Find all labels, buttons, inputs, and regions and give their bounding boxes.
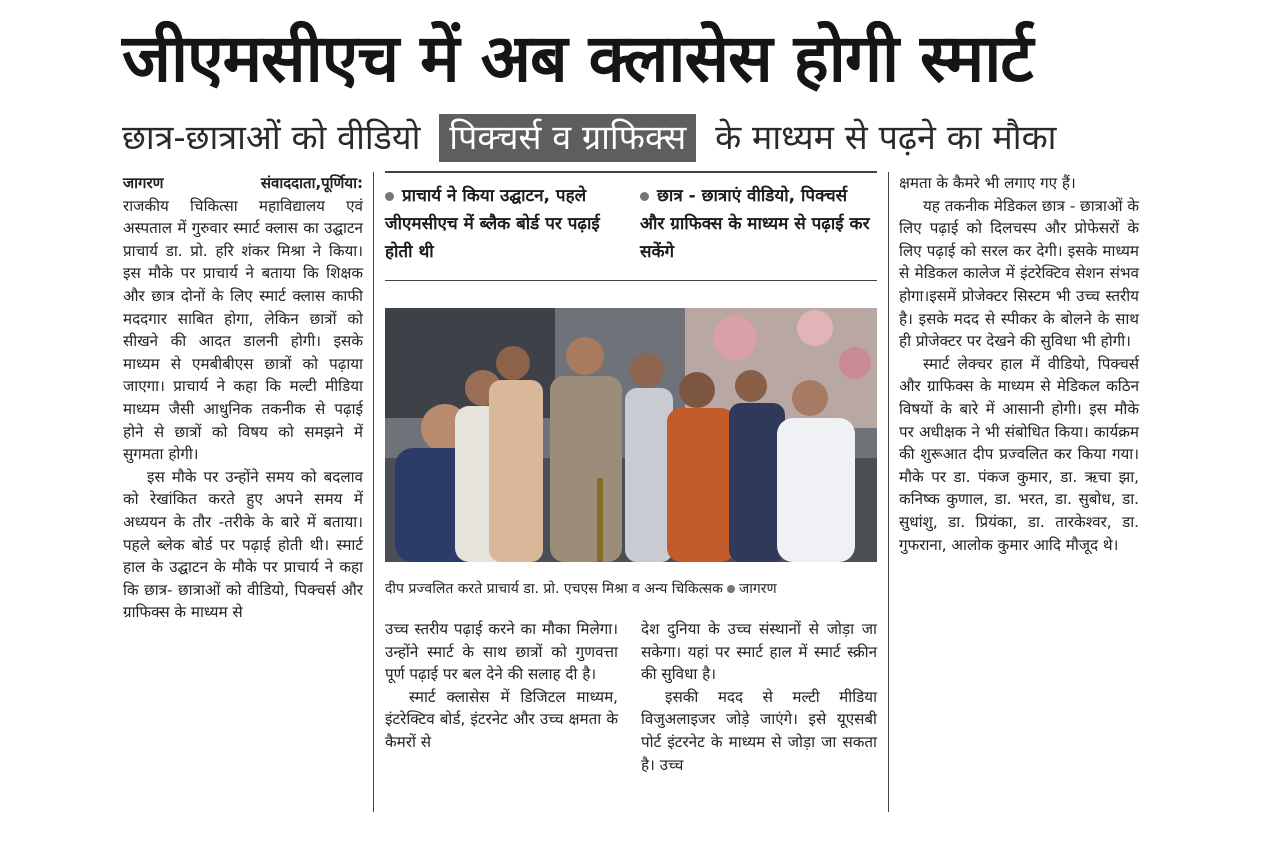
column-2-paragraph-1: उच्च स्तरीय पढ़ाई करने का मौका मिलेगा।उन्होंने स्मार्ट के साथ छात्रों को गुणवत्ता पूर्ण पढ़ाई पर बल देने की सलाह दी है। <box>385 620 618 684</box>
highlight-2-text: छात्र - छात्राएं वीडियो, पिक्चर्स और ग्राफिक्स के माध्यम से पढ़ाई कर सकेंगे <box>640 186 870 262</box>
subheadline-before: छात्र-छात्राओं को वीडियो <box>122 118 421 158</box>
caption-credit: जागरण <box>738 581 777 597</box>
subheadline-after: के माध्यम से पढ़ने का मौका <box>715 118 1057 158</box>
highlights-bottom-rule <box>385 280 877 281</box>
column-1-paragraph-1: राजकीय चिकित्सा महाविद्यालय एवं अस्पताल में गुरुवार स्मार्ट क्लास का उद्घाटन प्राचार्य डा. प्रो. हरि शंकर मिश्रा ने किया। इस मौके पर प्राचार्य ने बताया कि शिक्षक और छात्र दोनों के लिए स्मार्ट क्लास काफी मददगार साबित होगा, लेकिन छात्रों को सीखने की आदत डालनी होगी। इसके माध्यम से एमबीबीएस छात्रों को पढ़ाया जाएगा। प्राचार्य ने कहा कि मल्टी मीडिया माध्यम जैसी आधुनिक तकनीक से पढ़ाई होने से छात्रों को विषय को समझने में सुगमता होगी। <box>123 196 363 464</box>
byline-reporter: संवाददाता,पूर्णिया: <box>260 174 363 192</box>
photo-caption <box>385 578 877 600</box>
event-photo-illustration <box>385 308 877 562</box>
event-photo <box>385 308 877 562</box>
article-column-1 <box>123 172 363 624</box>
column-4-paragraph-3: स्मार्ट लेक्चर हाल में वीडियो, पिक्चर्स और ग्राफिक्स के माध्यम से मेडिकल कठिन विषयों के बारे में आसानी होगी। इस मौके पर अधीक्षक ने भी संबोधित किया। कार्यक्रम की शुरूआत दीप प्रज्वलित कर किया गया। मौके पर डा. पंकज कुमार, डा. ऋचा झा, कनिष्क कुणाल, डा. भरत, डा. सुबोध, डा. सुधांशु, डा. प्रियंका, डा. तारकेश्वर, डा. गुफराना, आलोक कुमार आदि मौजूद थे। <box>899 354 1139 554</box>
highlight-1 <box>385 182 625 266</box>
highlights-top-rule <box>385 171 877 173</box>
highlight-1-text: प्राचार्य ने किया उद्घाटन, पहले जीएमसीएच में ब्लैक बोर्ड पर पढ़ाई होती थी <box>385 186 600 262</box>
column-1-paragraph-2: इस मौके पर उन्होंने समय को बदलाव को रेखांकित करते हुए अपने समय में अध्ययन के तौर -तरीके के बारे में बताया। पहले ब्लेक बोर्ड पर पढ़ाई होती थी। स्मार्ट हाल के उद्घाटन के मौके पर प्राचार्य ने कहा कि छात्र- छात्राओं को वीडियो, पिक्चर्स और ग्राफिक्स के माध्यम से <box>123 467 363 622</box>
column-3-paragraph-2: इसकी मदद से मल्टी मीडिया विजुअलाइजर जोड़े जाएंगे। इसे यूएसबी पोर्ट इंटरनेट के माध्यम से जोड़ा जा सकता है। उच्च <box>641 687 877 774</box>
column-4-paragraph-2: यह तकनीक मेडिकल छात्र - छात्राओं के लिए पढ़ाई को दिलचस्प और प्रोफेसरों के लिए पढ़ाई को सरल कर देगी। इसके माध्यम से मेडिकल कालेज में इंटरेक्टिव सेशन संभव होगा।इसमें प्रोजेक्टर सिस्टम भी उच्च स्तरीय है। इसके मदद से स्पीकर के बोलने के साथ ही प्रोजेक्टर पर देखने की सुविधा भी होगी। <box>899 196 1139 351</box>
bullet-icon <box>640 192 649 201</box>
bullet-icon <box>385 192 394 201</box>
bullet-icon <box>727 585 735 593</box>
article-column-3 <box>641 618 877 776</box>
subheadline-highlight: पिक्चर्स व ग्राफिक्स <box>439 114 696 162</box>
column-3-paragraph-1: देश दुनिया के उच्च संस्थानों से जोड़ा जा सकेगा। यहां पर स्मार्ट हाल में स्मार्ट स्क्रीन की सुविधा है। <box>641 620 877 684</box>
headline: जीएमसीएच में अब क्लासेस होगी स्मार्ट <box>122 20 1033 97</box>
caption-text: दीप प्रज्वलित करते प्राचार्य डा. प्रो. एचएस मिश्रा व अन्य चिकित्सक <box>385 581 723 597</box>
article-column-2 <box>385 618 618 754</box>
subheadline <box>122 110 1056 166</box>
column-4-paragraph-1: क्षमता के कैमरे भी लगाए गए हैं। <box>899 174 1076 192</box>
column-rule-1 <box>373 172 374 812</box>
article-column-4 <box>899 172 1139 556</box>
column-2-paragraph-2: स्मार्ट क्लासेस में डिजिटल माध्यम, इंटरेक्टिव बोर्ड, इंटरनेट और उच्च क्षमता के कैमरों से <box>385 687 618 751</box>
byline-source: जागरण <box>123 174 164 192</box>
column-rule-2 <box>888 172 889 812</box>
byline <box>123 172 363 195</box>
highlight-2 <box>640 182 877 266</box>
